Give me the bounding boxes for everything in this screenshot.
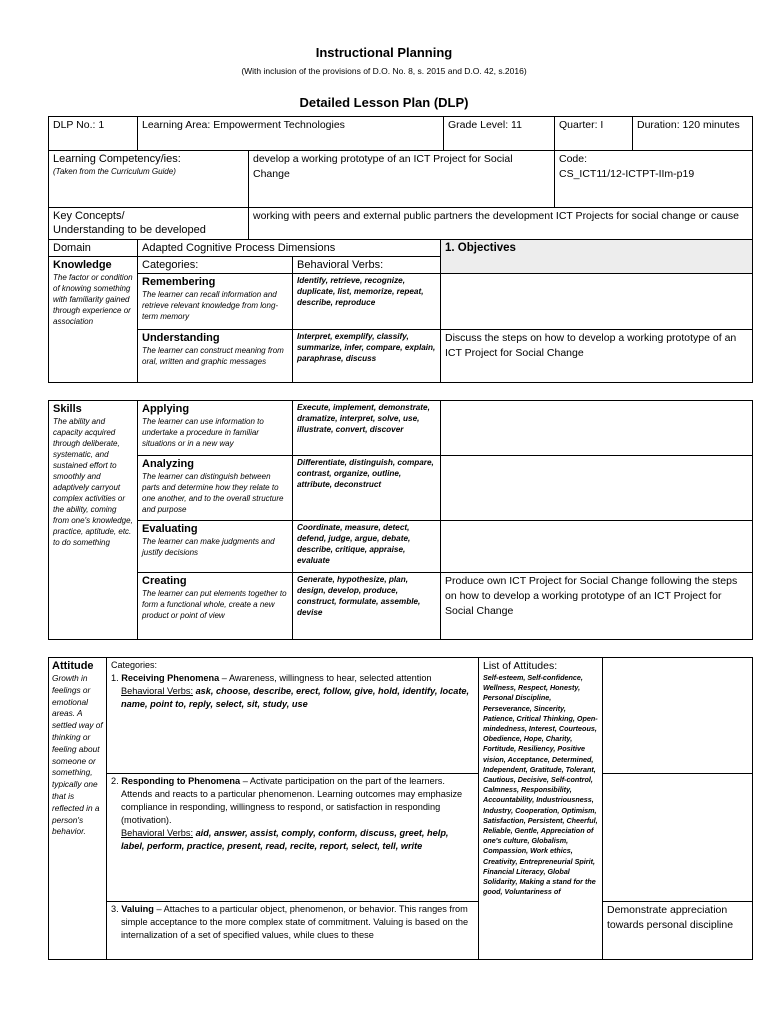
applying-verbs: Execute, implement, demonstrate, dramatize, interpret, solve, use, illustrate, convert, discover bbox=[293, 401, 441, 456]
quarter: Quarter: I bbox=[555, 117, 633, 151]
evaluating-cell bbox=[138, 521, 293, 573]
key-concepts-label: Key Concepts/ bbox=[53, 210, 125, 222]
code-label: Code: bbox=[559, 153, 588, 165]
remembering-title: Remembering bbox=[142, 276, 216, 288]
lesson-info-table bbox=[48, 116, 753, 240]
receiving-phenomena-text bbox=[111, 672, 474, 685]
valuing-text bbox=[111, 903, 474, 942]
responding-phenomena-text bbox=[111, 775, 474, 827]
analyzing-verbs: Differentiate, distinguish, compare, contrast, organize, outline, attribute, deconstruct bbox=[293, 456, 441, 521]
remembering-objective bbox=[441, 274, 753, 330]
receiving-verbs-list: ask, choose, describe, erect, follow, give, hold, identify, locate, name, point to, reply, select, sit, study, use bbox=[121, 686, 470, 709]
creating-desc: The learner can put elements together to form a functional whole, create a new product or point of view bbox=[142, 589, 287, 620]
remembering-cell bbox=[138, 274, 293, 330]
duration: Duration: 120 minutes bbox=[633, 117, 753, 151]
applying-objective bbox=[441, 401, 753, 456]
knowledge-title: Knowledge bbox=[53, 259, 112, 271]
knowledge-domain-cell bbox=[49, 257, 138, 383]
receiving-verbs bbox=[111, 685, 474, 711]
analyzing-cell bbox=[138, 456, 293, 521]
knowledge-desc: The factor or condition of knowing something with familiarity gained through experience or association bbox=[53, 273, 133, 326]
responding-verbs bbox=[111, 827, 474, 853]
valuing-num: 3. bbox=[111, 904, 122, 914]
applying-title: Applying bbox=[142, 403, 190, 415]
receiving-num: 1. bbox=[111, 673, 122, 683]
creating-title: Creating bbox=[142, 575, 187, 587]
valuing-objective: Demonstrate appreciation towards personal discipline bbox=[603, 902, 753, 960]
learning-area: Learning Area: Empowerment Technologies bbox=[138, 117, 444, 151]
evaluating-verbs: Coordinate, measure, detect, defend, judge, argue, debate, describe, critique, appraise, evaluate bbox=[293, 521, 441, 573]
analyzing-desc: The learner can distinguish between parts and determine how they relate to one another, and to the overall structure and purpose bbox=[142, 472, 284, 514]
creating-verbs: Generate, hypothesize, plan, design, develop, produce, construct, formulate, assemble, devise bbox=[293, 573, 441, 640]
receiving-verbs-label: Behavioral Verbs: bbox=[121, 686, 194, 696]
attitude-list-cell bbox=[479, 658, 603, 960]
grade-level: Grade Level: 11 bbox=[444, 117, 555, 151]
attitude-table bbox=[48, 657, 753, 960]
competency-code-cell bbox=[555, 151, 753, 208]
categories-header: Categories: bbox=[138, 257, 293, 274]
responding-verbs-label: Behavioral Verbs: bbox=[121, 828, 194, 838]
attitude-domain-cell bbox=[49, 658, 107, 960]
dlp-number: DLP No.: 1 bbox=[49, 117, 138, 151]
understanding-objective: Discuss the steps on how to develop a working prototype of an ICT Project for Social Change bbox=[441, 330, 753, 383]
analyzing-title: Analyzing bbox=[142, 458, 194, 470]
competency-note: (Taken from the Curriculum Guide) bbox=[53, 167, 176, 176]
document-subtitle: (With inclusion of the provisions of D.O. No. 8, s. 2015 and D.O. 42, s.2016) bbox=[241, 66, 527, 76]
competency-text: develop a working prototype of an ICT Project for Social Change bbox=[249, 151, 555, 208]
plan-title: Detailed Lesson Plan (DLP) bbox=[299, 95, 469, 110]
creating-objective: Produce own ICT Project for Social Change following the steps on how to develop a working prototype of an ICT Project for Social Change bbox=[441, 573, 753, 640]
receiving-name: Receiving Phenomena bbox=[121, 673, 220, 683]
valuing-desc: – Attaches to a particular object, phenomenon, or behavior. This ranges from simple acceptance to the more complex state of commitment. Valuing is based on the internalization of a set of specified values, while clues to these bbox=[121, 904, 469, 940]
knowledge-table bbox=[48, 239, 753, 383]
evaluating-desc: The learner can make judgments and justify decisions bbox=[142, 537, 275, 557]
receiving-objective bbox=[603, 658, 753, 774]
domain-header: Domain bbox=[49, 240, 138, 257]
responding-num: 2. bbox=[111, 776, 122, 786]
remembering-verbs: Identify, retrieve, recognize, duplicate, list, memorize, repeat, describe, reproduce bbox=[293, 274, 441, 330]
evaluating-objective bbox=[441, 521, 753, 573]
understanding-label: Understanding to be developed bbox=[53, 224, 206, 236]
remembering-desc: The learner can recall information and retrieve relevant knowledge from long-term memory bbox=[142, 290, 279, 321]
skills-title: Skills bbox=[53, 403, 82, 415]
objectives-header: 1. Objectives bbox=[441, 240, 753, 274]
behavioral-verbs-header: Behavioral Verbs: bbox=[293, 257, 441, 274]
competency-code: CS_ICT11/12-ICTPT-IIm-p19 bbox=[559, 168, 695, 180]
creating-cell bbox=[138, 573, 293, 640]
attitude-list: Self-esteem, Self-confidence, Wellness, Respect, Honesty, Personal Discipline, Perseverance, Sincerity, Patience, Critical Thinking, Open-mindedness, Interest, Courteous, Obedience, Hope, Charity, Fortitude, Resiliency, Positive vision, Acceptance, Determined, Independent, Gratitude, Tolerant, Cautious, Decisive, Self-control, Calmness, Responsibility, Accountability, Industriousness, Industry, Cooperation, Optimism, Satisfaction, Persistent, Cheerful, Reliable, Gentle, Appreciation of one's culture, Globalism, Compassion, Work ethics, Creativity, Entrepreneurial Spirit, Financial Literacy, Global Solidarity, Making a stand for the good, Voluntariness of bbox=[483, 673, 598, 897]
valuing-cell bbox=[107, 902, 479, 960]
key-concepts-label-cell bbox=[49, 208, 249, 240]
attitude-categories-label: Categories: bbox=[111, 660, 158, 670]
applying-cell bbox=[138, 401, 293, 456]
responding-name: Responding to Phenomena bbox=[121, 776, 241, 786]
evaluating-title: Evaluating bbox=[142, 523, 198, 535]
attitude-list-label: List of Attitudes: bbox=[483, 660, 558, 672]
attitude-desc: Growth in feelings or emotional areas. A settled way of thinking or feeling about someone or something, typically one that is reflected in a person's behavior. bbox=[52, 673, 103, 837]
analyzing-objective bbox=[441, 456, 753, 521]
attitude-title: Attitude bbox=[52, 660, 94, 672]
skills-table bbox=[48, 400, 753, 640]
competency-label-cell bbox=[49, 151, 249, 208]
competency-label: Learning Competency/ies: bbox=[53, 153, 181, 165]
responding-desc: – Activate participation on the part of the learners. Attends and reacts to a particular phenomenon. Learning outcomes may emphasize compliance in responding, willingness to respond, or satisfaction in responding (motivation). bbox=[121, 776, 463, 825]
receiving-desc: – Awareness, willingness to hear, selected attention bbox=[219, 673, 432, 683]
understanding-cell bbox=[138, 330, 293, 383]
responding-objective bbox=[603, 774, 753, 902]
key-concepts-text: working with peers and external public partners the development ICT Projects for social change or cause bbox=[249, 208, 753, 240]
skills-desc: The ability and capacity acquired through deliberate, systematic, and sustained effort to smoothly and adaptively carryout complex activities or the ability, coming from one's knowledge, practice, aptitude, etc. to do something bbox=[53, 417, 133, 547]
understanding-desc: The learner can construct meaning from oral, written and graphic messages bbox=[142, 346, 284, 366]
document-title: Instructional Planning bbox=[315, 45, 453, 60]
valuing-name: Valuing bbox=[121, 904, 154, 914]
understanding-verbs: Interpret, exemplify, classify, summarize, infer, compare, explain, paraphrase, discuss bbox=[293, 330, 441, 383]
responding-verbs-list: aid, answer, assist, comply, conform, discuss, greet, help, label, perform, practice, present, read, recite, report, select, tell, write bbox=[121, 828, 449, 851]
skills-domain-cell bbox=[49, 401, 138, 640]
applying-desc: The learner can use information to undertake a procedure in familiar situations or in a new way bbox=[142, 417, 264, 448]
adapted-dimensions-header: Adapted Cognitive Process Dimensions bbox=[138, 240, 441, 257]
receiving-phenomena-cell bbox=[107, 658, 479, 774]
understanding-title: Understanding bbox=[142, 332, 220, 344]
responding-phenomena-cell bbox=[107, 774, 479, 902]
